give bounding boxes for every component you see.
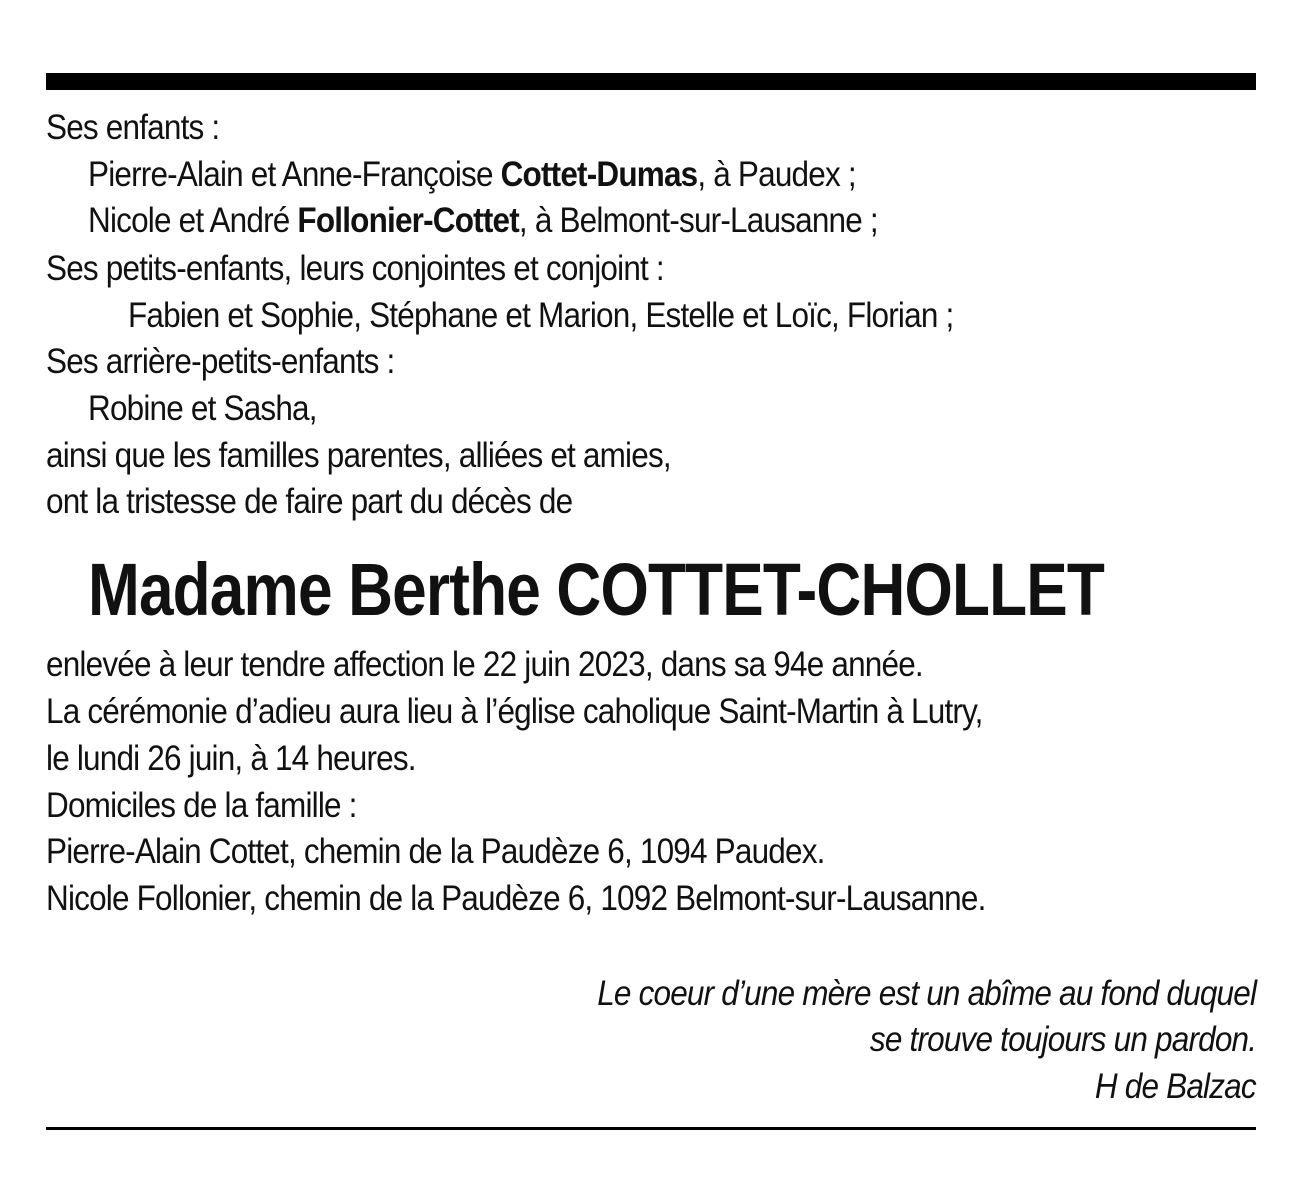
quote-line-1: Le coeur d’une mère est un abîme au fond duquel <box>597 974 1256 1013</box>
top-rule <box>46 73 1256 90</box>
detail-line-domicile-1: Pierre-Alain Cottet, chemin de la Paudèze 6, 1094 Paudex. <box>46 832 825 871</box>
detail-line-ceremony: La cérémonie d’adieu aura lieu à l’église caholique Saint-Martin à Lutry, <box>46 692 983 731</box>
quote-line-2: se trouve toujours un pardon. <box>869 1020 1256 1059</box>
detail-line-domicile-2: Nicole Follonier, chemin de la Paudèze 6, 1092 Belmont-sur-Lausanne. <box>46 879 986 918</box>
child-2-location: , à Belmont-sur-Lausanne ; <box>518 201 878 240</box>
child-1-location: , à Paudex ; <box>697 155 856 194</box>
children-heading: Ses enfants : <box>46 108 220 147</box>
grandchildren-names: Fabien et Sophie, Stéphane et Marion, Estelle et Loïc, Florian ; <box>128 296 954 335</box>
grandchildren-heading: Ses petits-enfants, leurs conjointes et conjoint : <box>46 249 664 288</box>
child-2-surname: Follonier-Cottet <box>297 201 519 240</box>
bottom-rule <box>46 1127 1256 1130</box>
detail-line-ceremony-time: le lundi 26 juin, à 14 heures. <box>46 739 416 778</box>
quote-author: H de Balzac <box>1095 1067 1256 1106</box>
child-1-names: Pierre-Alain et Anne-Françoise <box>88 155 501 194</box>
child-line-2 <box>88 201 878 241</box>
announcement-line: ont la tristesse de faire part du décès de <box>46 482 573 521</box>
families-line: ainsi que les familles parentes, alliées et amies, <box>46 436 671 475</box>
great-grandchildren-names: Robine et Sasha, <box>88 389 317 428</box>
detail-line-death-date: enlevée à leur tendre affection le 22 juin 2023, dans sa 94e année. <box>46 645 923 684</box>
detail-line-domiciles-heading: Domiciles de la famille : <box>46 786 357 825</box>
child-1-surname: Cottet-Dumas <box>500 155 698 194</box>
child-2-names: Nicole et André <box>88 201 298 240</box>
deceased-name: Madame Berthe COTTET-CHOLLET <box>88 548 1105 631</box>
great-grandchildren-heading: Ses arrière-petits-enfants : <box>46 342 395 381</box>
child-line-1 <box>88 155 856 195</box>
